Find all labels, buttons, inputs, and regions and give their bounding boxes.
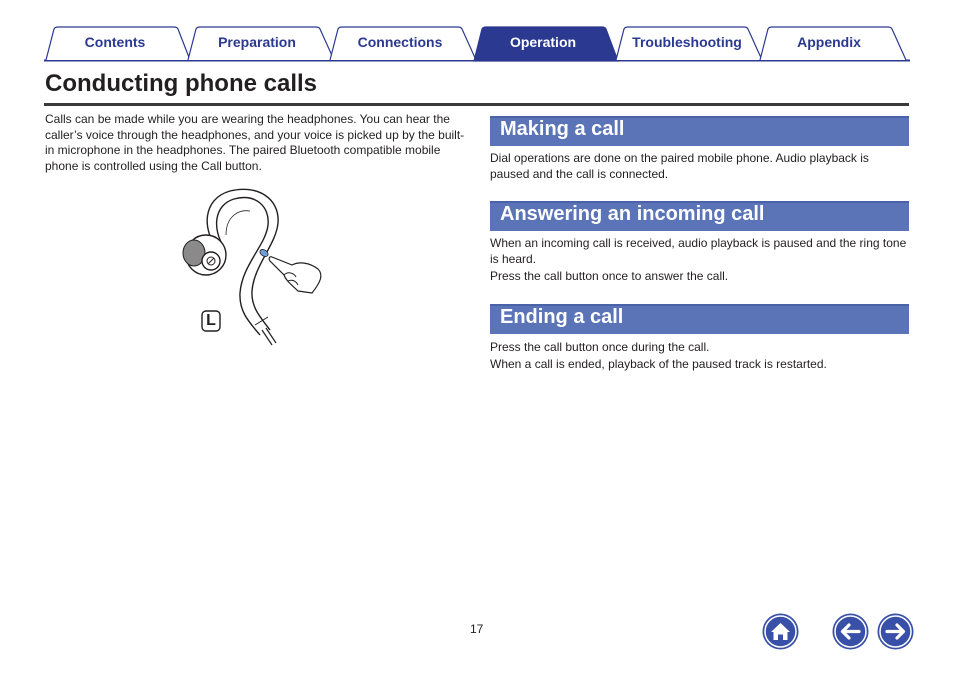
tab-bar bbox=[44, 24, 910, 62]
section-heading-making-a-call: Making a call bbox=[490, 116, 909, 146]
tab-operation[interactable]: Operation bbox=[509, 34, 577, 50]
arrow-right-icon bbox=[877, 613, 914, 650]
home-button[interactable] bbox=[762, 613, 799, 650]
answering-call-text-1: When an incoming call is received, audio playback is paused and the ring tone is heard. bbox=[490, 236, 907, 266]
tab-appendix[interactable]: Appendix bbox=[797, 34, 861, 50]
back-button[interactable] bbox=[832, 613, 869, 650]
intro-text: Calls can be made while you are wearing the headphones. You can hear the caller’s voice through the headphones, and your voice is picked up by the built-in microphone in the headphones. The paired Bluetooth compatible mobile phone is controlled using the Call button. bbox=[45, 112, 465, 173]
headphone-illustration bbox=[180, 185, 330, 355]
making-a-call-text: Dial operations are done on the paired mobile phone. Audio playback is paused and the call is connected. bbox=[490, 151, 869, 181]
tab-troubleshooting[interactable]: Troubleshooting bbox=[632, 34, 742, 50]
tab-contents[interactable]: Contents bbox=[84, 34, 146, 50]
side-label: L bbox=[206, 312, 216, 329]
arrow-left-icon bbox=[832, 613, 869, 650]
forward-button[interactable] bbox=[877, 613, 914, 650]
tab-preparation[interactable]: Preparation bbox=[218, 34, 296, 50]
section-heading-answering-call: Answering an incoming call bbox=[490, 201, 909, 231]
tab-connections[interactable]: Connections bbox=[357, 34, 443, 50]
ending-call-text-2: When a call is ended, playback of the paused track is restarted. bbox=[490, 357, 827, 371]
page-title: Conducting phone calls bbox=[45, 70, 318, 97]
answering-call-text-2: Press the call button once to answer the call. bbox=[490, 269, 729, 283]
page-number: 17 bbox=[470, 622, 484, 636]
home-icon bbox=[762, 613, 799, 650]
section-heading-ending-a-call: Ending a call bbox=[490, 304, 909, 334]
ending-call-text-1: Press the call button once during the call. bbox=[490, 340, 710, 354]
title-divider bbox=[44, 103, 909, 106]
